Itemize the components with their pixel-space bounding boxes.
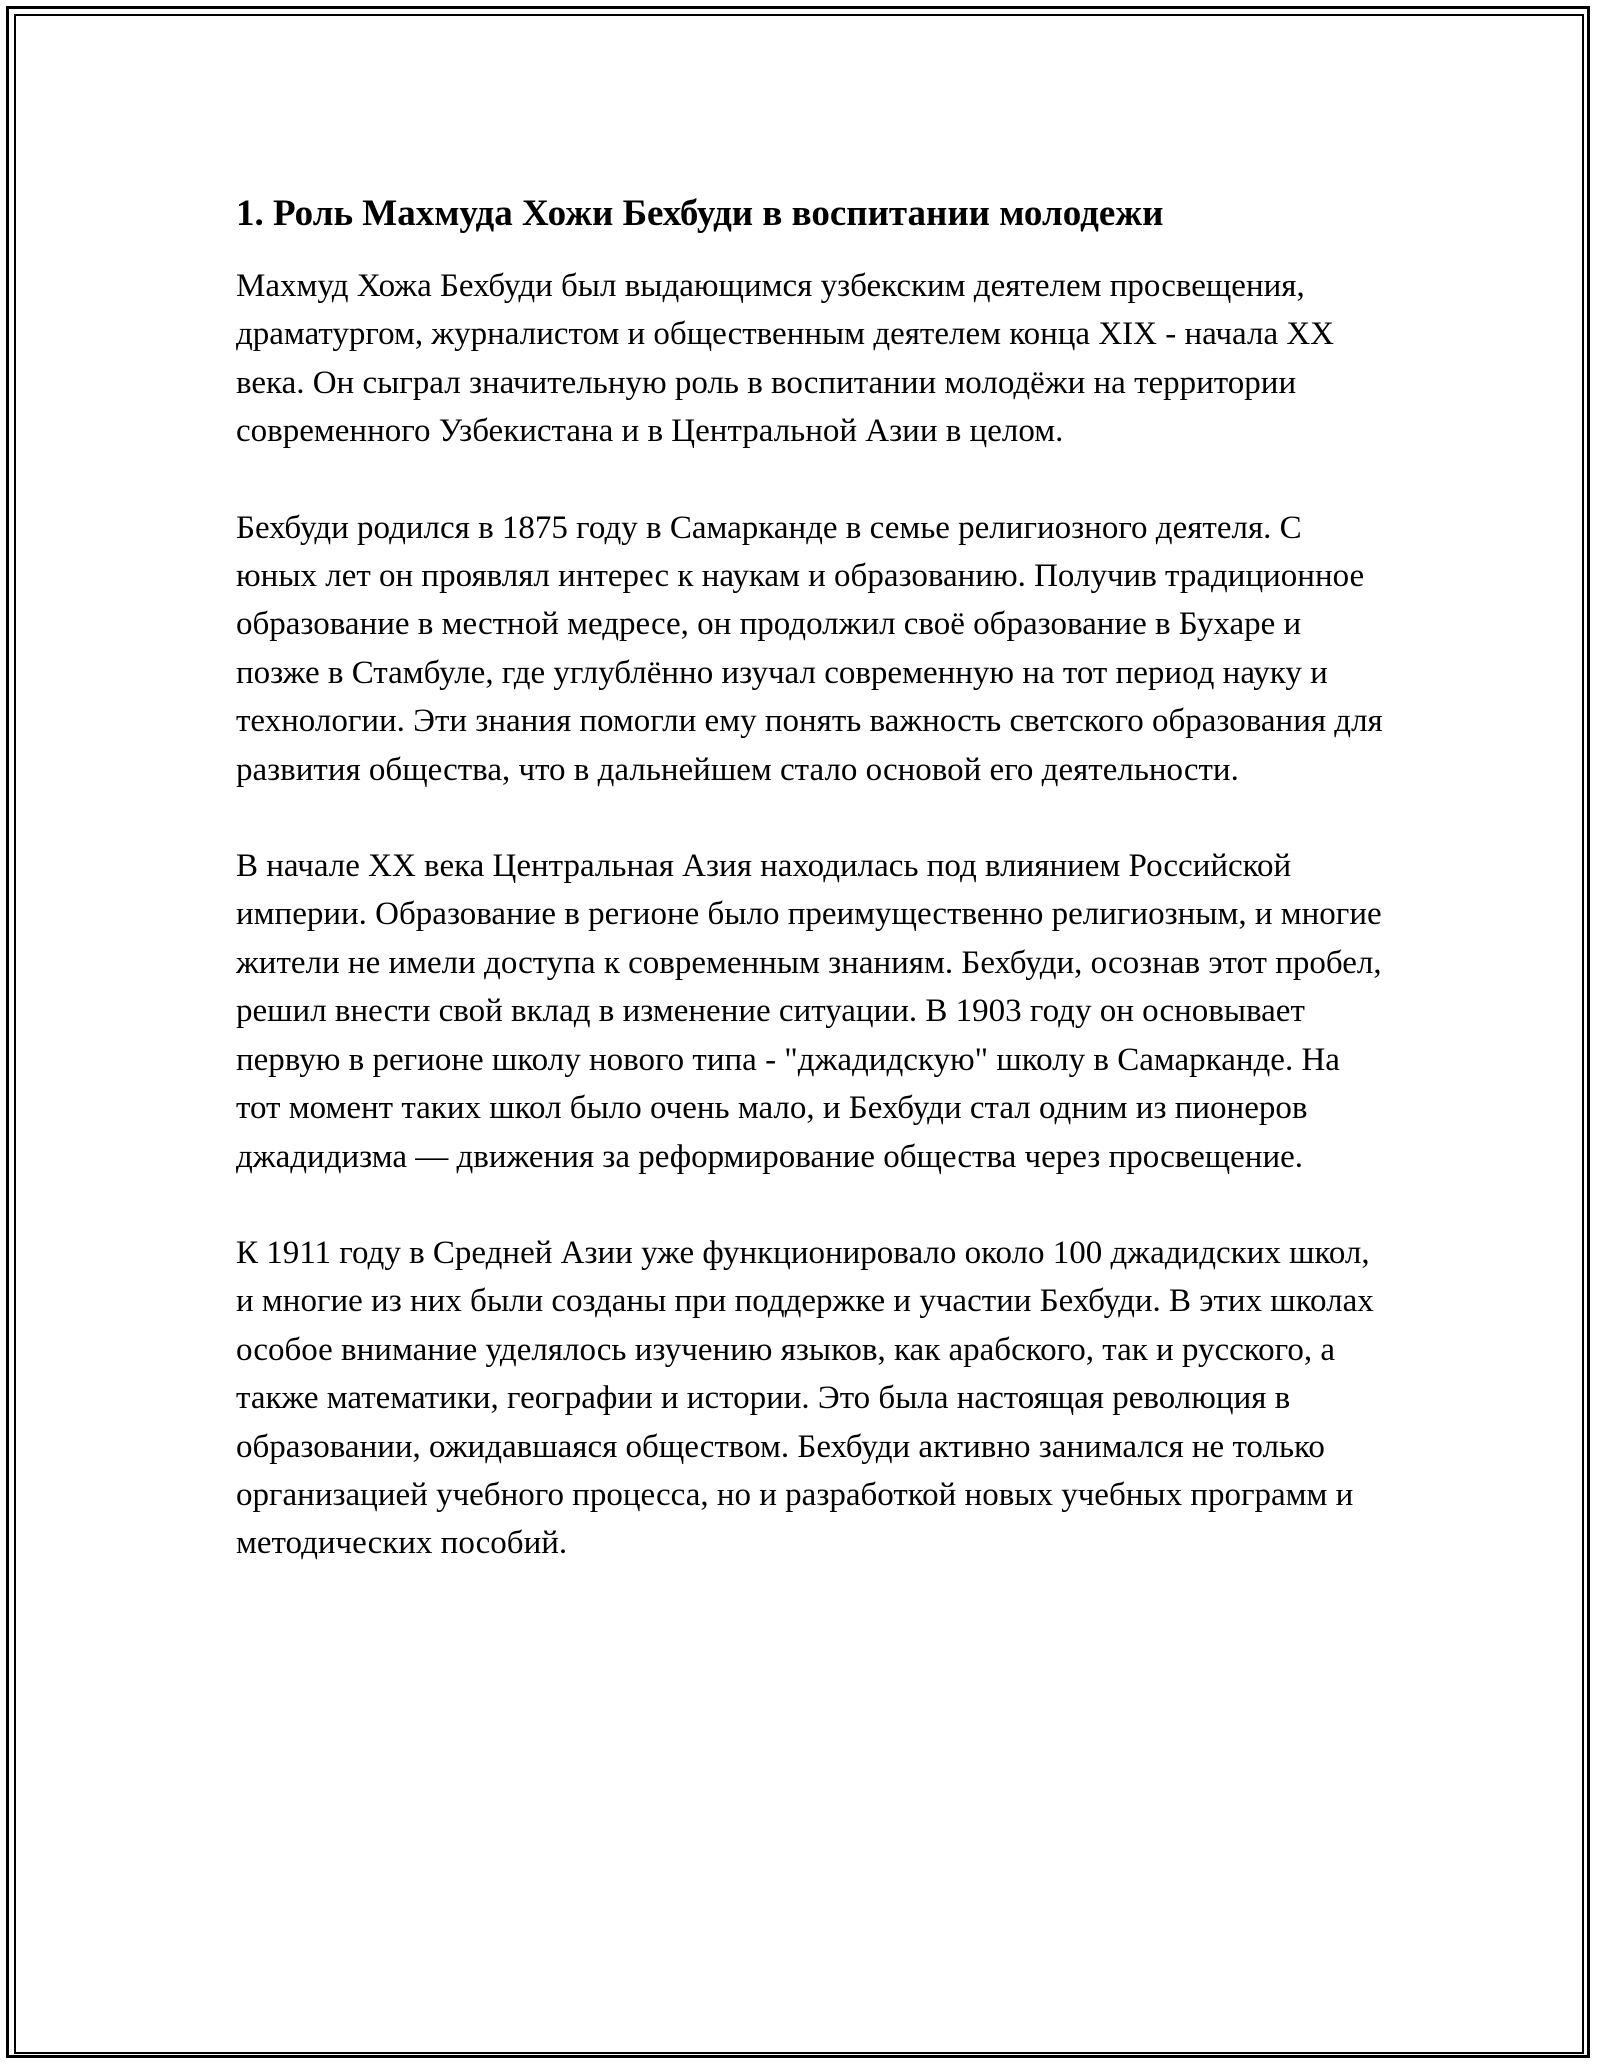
paragraph-biography: Бехбуди родился в 1875 году в Самарканде в семье религиозного деятеля. С юных лет он проявлял интерес к наукам и образованию. Получив традиционное образование в местной медресе, он продолжил своё образование в Бухаре и позже в Стамбуле, где углублённо изучал современную на тот период науку и технологии. Эти знания помогли ему понять важность светского образования для развития общества, что в дальнейшем стало основой его деятельности. xyxy=(236,509,1383,788)
section-heading: 1. Роль Махмуда Хожи Бехбуди в воспитании молодежи xyxy=(236,193,1164,234)
paragraph-introduction: Махмуд Хожа Бехбуди был выдающимся узбекским деятелем просвещения, драматургом, журналистом и общественным деятелем конца XIX - начала XX века. Он сыграл значительную роль в воспитании молодёжи на территории современного Узбекистана и в Центральной Азии в целом. xyxy=(236,268,1335,450)
paragraph-jadid-school: В начале XX века Центральная Азия находилась под влиянием Российской империи. Образование в регионе было преимущественно религиозным, и многие жители не имели доступа к современным знаниям. Бехбуди, осознав этот пробел, решил внести свой вклад в изменение ситуации. В 1903 году он основывает первую в регионе школу нового типа - "джадидскую" школу в Самарканде. На тот момент таких школ было очень мало, и Бехбуди стал одним из пионеров джадидизма — движения за реформирование общества через просвещение. xyxy=(236,848,1382,1175)
document-body xyxy=(236,186,1386,1616)
paragraph-school-growth: К 1911 году в Средней Азии уже функционировало около 100 джадидских школ, и многие из них были созданы при поддержке и участии Бехбуди. В этих школах особое внимание уделялось изучению языков, как арабского, так и русского, а также математики, географии и истории. Это была настоящая революция в образовании, ожидавшаяся обществом. Бехбуди активно занимался не только организацией учебного процесса, но и разработкой новых учебных программ и методических пособий. xyxy=(236,1234,1374,1562)
